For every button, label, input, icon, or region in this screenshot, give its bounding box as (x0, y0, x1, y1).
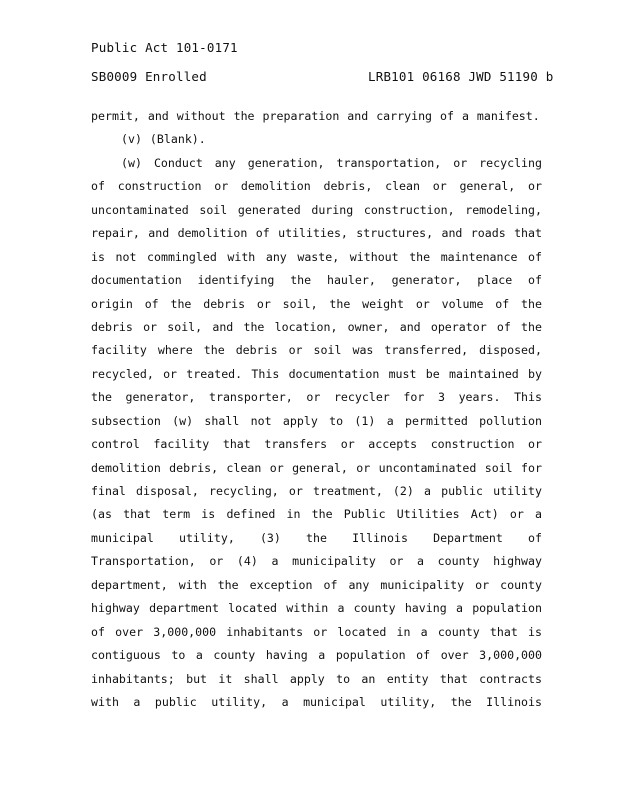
text-line: demolition debris, clean or general, or uncontaminated soil for (91, 460, 542, 475)
text-line: recycled, or treated. This documentation must be maintained by (91, 366, 542, 381)
text-line: inhabitants; but it shall apply to an entity that contracts (91, 671, 542, 686)
text-line: is not commingled with any waste, without the maintenance of (91, 249, 542, 264)
text-line: municipal utility, (3) the Illinois Department of (91, 530, 542, 545)
text-line: debris or soil, and the location, owner, and operator of the (91, 319, 542, 334)
text-line: (w) Conduct any generation, transportation, or recycling (121, 155, 542, 170)
text-line: Transportation, or (4) a municipality or a county highway (91, 554, 542, 569)
public-act-number: Public Act 101-0171 (91, 40, 238, 55)
text-line: (as that term is defined in the Public Utilities Act) or a (91, 507, 542, 522)
text-line: (v) (Blank). (121, 132, 206, 147)
text-line: of over 3,000,000 inhabitants or located in a county that is (91, 624, 542, 639)
text-line: repair, and demolition of utilities, structures, and roads that (91, 226, 542, 241)
text-line: origin of the debris or soil, the weight or volume of the (91, 296, 542, 311)
document-body (91, 105, 542, 714)
text-line: of construction or demolition debris, clean or general, or (91, 179, 542, 194)
text-line: facility where the debris or soil was transferred, disposed, (91, 343, 542, 358)
bill-identifier: SB0009 Enrolled (91, 69, 207, 84)
text-line: control facility that transfers or accepts construction or (91, 437, 542, 452)
text-line: department, with the exception of any municipality or county (91, 577, 542, 592)
text-line: with a public utility, a municipal utility, the Illinois (91, 694, 542, 709)
text-line: the generator, transporter, or recycler for 3 years. This (91, 390, 542, 405)
text-line: permit, and without the preparation and carrying of a manifest. (91, 109, 540, 123)
text-line: highway department located within a county having a population (91, 601, 542, 616)
text-line: subsection (w) shall not apply to (1) a permitted pollution (91, 413, 542, 428)
text-line: final disposal, recycling, or treatment, (2) a public utility (91, 484, 542, 498)
text-line: documentation identifying the hauler, generator, place of (91, 273, 542, 288)
text-line: contiguous to a county having a population of over 3,000,000 (91, 648, 542, 663)
lrb-reference: LRB101 06168 JWD 51190 b (368, 69, 554, 84)
text-line: uncontaminated soil generated during construction, remodeling, (91, 202, 542, 217)
